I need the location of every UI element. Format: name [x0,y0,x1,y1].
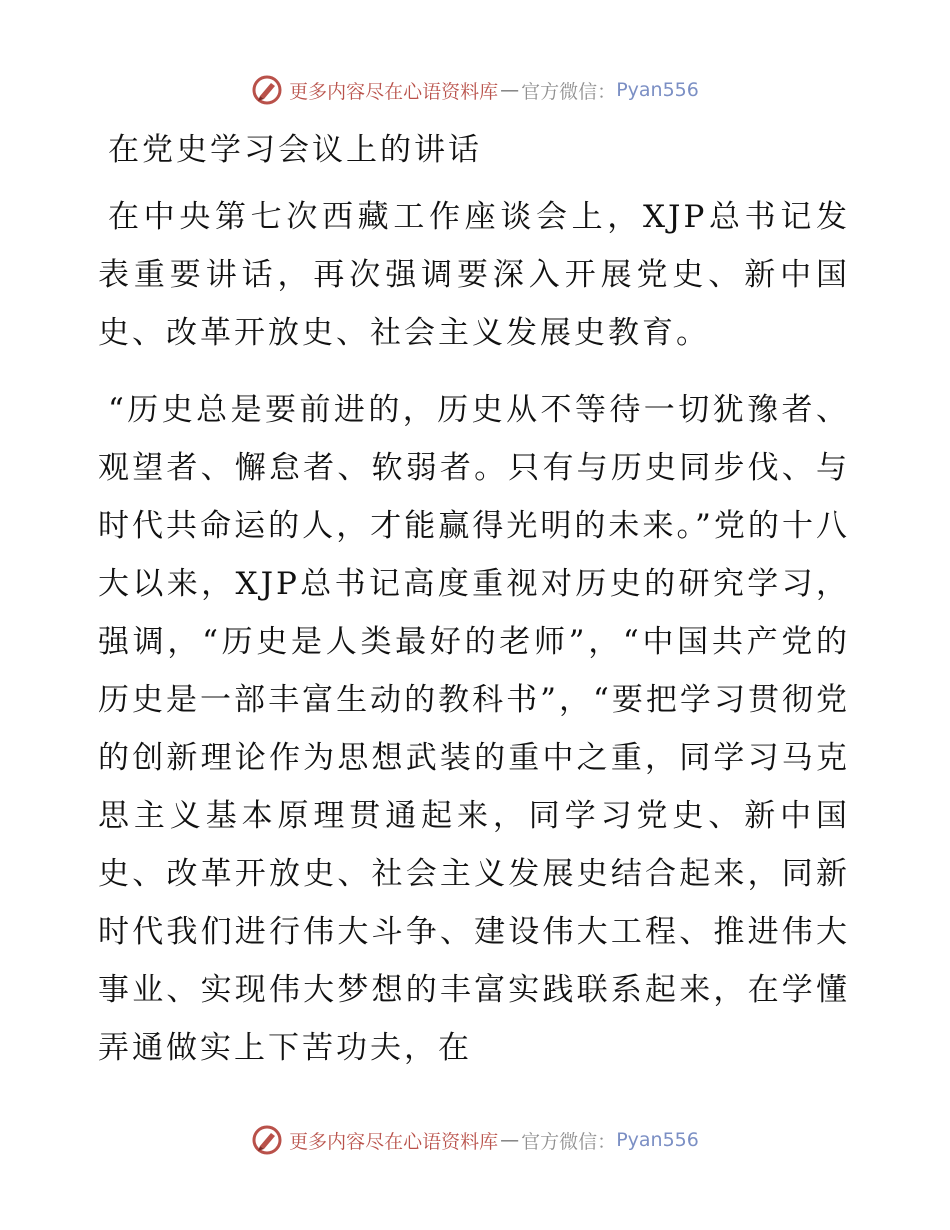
paragraph-2: “历史总是要前进的，历史从不等待一切犹豫者、观望者、懈怠者、软弱者。只有与历史同步伐、与时代共命运的人，才能赢得光明的未来。”党的十八大以来，XJP总书记高度重视对历史的研究学习，强调，“历史是人类最好的老师”，“中国共产党的历史是一部丰富生动的教科书”，“要把学习贯彻党的创新理论作为思想武装的重中之重，同学习马克思主义基本原理贯通起来，同学习党史、新中国史、改革开放史、社会主义发展史结合起来，同新时代我们进行伟大斗争、建设伟大工程、推进伟大事业、实现伟大梦想的丰富实践联系起来，在学懂弄通做实上下苦功夫，在 [98,392,850,1066]
pen-logo-icon [251,74,283,106]
footer-watermark [0,1122,950,1158]
watermark-text: 更多内容尽在心语资料库 [289,1130,499,1153]
pen-logo-icon [251,1124,283,1156]
header-watermark [0,72,950,108]
watermark-dash: — [500,1129,520,1151]
watermark-label: 官方微信： [521,80,617,103]
document-title: 在党史学习会议上的讲话 [108,132,482,168]
paragraph-1: 在中央第七次西藏工作座谈会上，XJP总书记发表重要讲话，再次强调要深入开展党史、新中国史、改革开放史、社会主义发展史教育。 [98,199,850,351]
watermark-text: 更多内容尽在心语资料库 [289,80,499,103]
watermark-id: Pyan556 [616,1129,699,1151]
watermark-label: 官方微信： [521,1130,617,1153]
watermark-dash: — [500,79,520,101]
watermark-id: Pyan556 [616,79,699,101]
